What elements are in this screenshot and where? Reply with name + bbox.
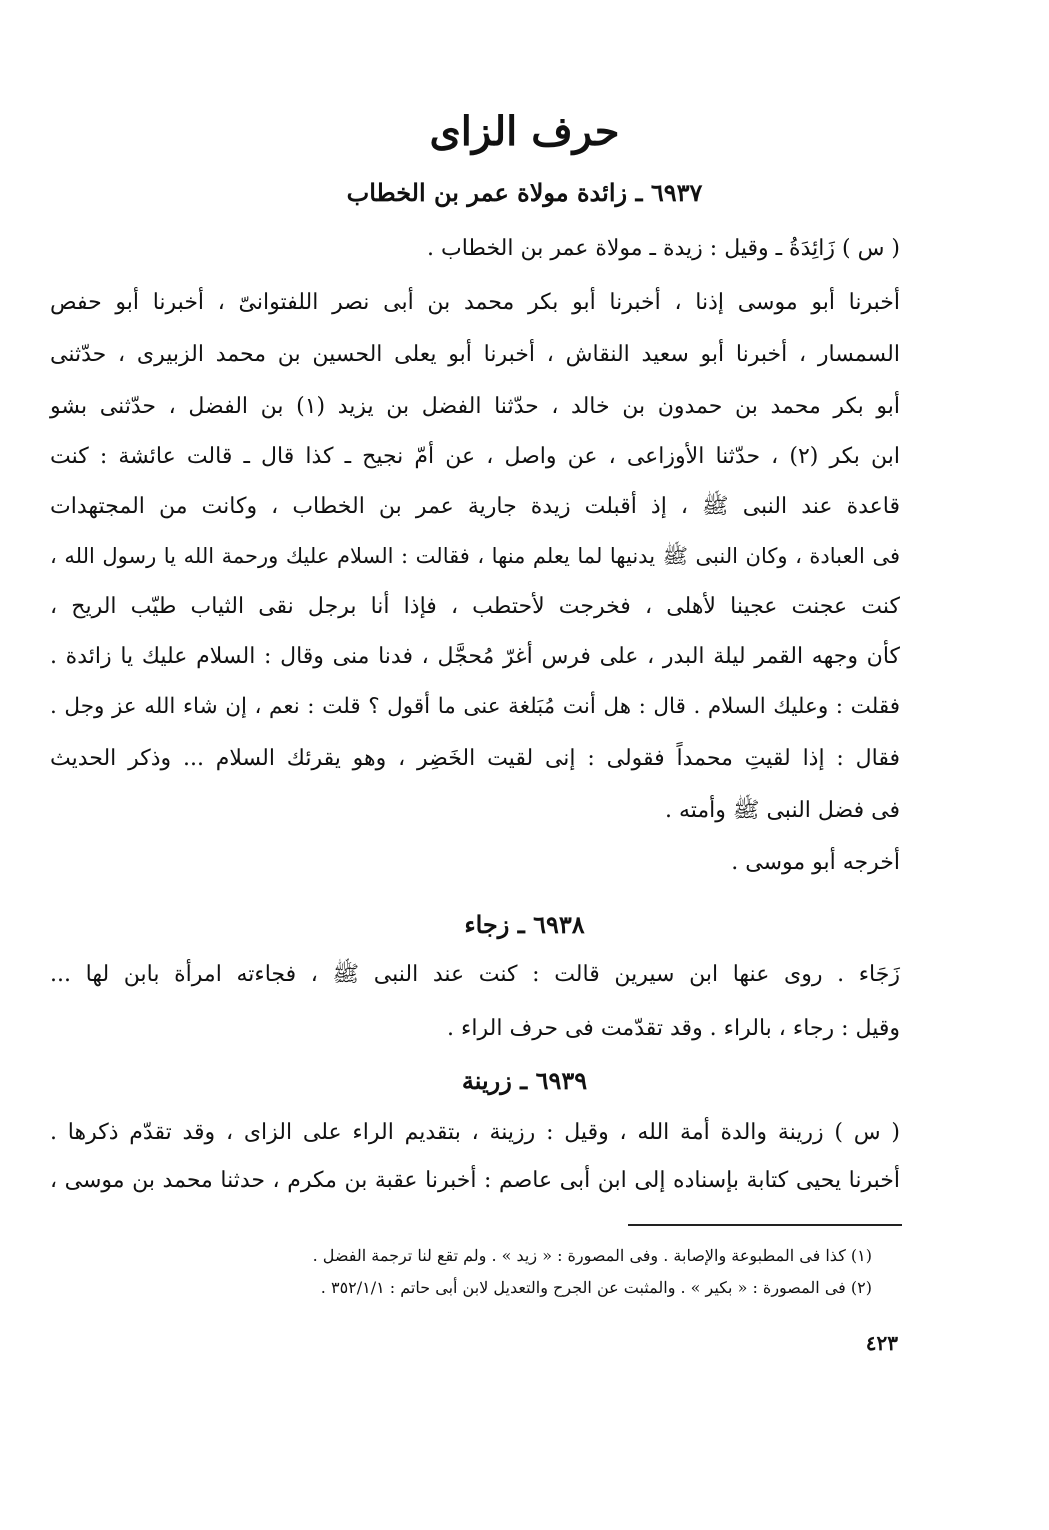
chapter-title: حرف الزاى — [429, 108, 620, 155]
footnote-separator — [628, 1224, 902, 1226]
entry-6939-line-1: ( س ) زرينة والدة أمة الله ، وقيل : رزينة ، بتقديم الراء على الزاى ، وقد تقدّم ذكرها . — [50, 1120, 900, 1145]
entry-6937-line-1: ( س ) زَائِدَةُ ـ وقيل : زيدة ـ مولاة عمر بن الخطاب . — [427, 236, 900, 261]
footnote-1: (١) كذا فى المطبوعة والإصابة . وفى المصورة : « زيد » . ولم تقع لنا ترجمة الفضل . — [312, 1246, 872, 1265]
entry-6937-line-11: فقال : إذا لقيتِ محمداً فقولى : إنى لقيت الخَضِر ، وهو يقرئك السلام ... وذكر الحديث — [50, 746, 900, 771]
footnote-2: (٢) فى المصورة : « بكير » . والمثبت عن الجرح والتعديل لابن أبى حاتم : ٣٥٢/١/١ . — [320, 1278, 872, 1297]
entry-6937-line-9: كأن وجهه القمر ليلة البدر ، على فرس أغرّ مُحجَّل ، فدنا منى وقال : السلام عليك يا زائدة . — [50, 644, 900, 669]
entry-heading-6938: ٦٩٣٨ ـ زجاء — [464, 910, 585, 939]
entry-6937-line-2: أخبرنا أبو موسى إذنا ، أخبرنا أبو بكر محمد بن أبى نصر اللفتوانىّ ، أخبرنا أبو حفص — [50, 290, 900, 315]
entry-heading-6937: ٦٩٣٧ ـ زائدة مولاة عمر بن الخطاب — [346, 178, 703, 207]
entry-6938-line-2: وقيل : رجاء ، بالراء . وقد تقدّمت فى حرف الراء . — [447, 1016, 900, 1041]
entry-heading-6939: ٦٩٣٩ ـ زرينة — [461, 1066, 588, 1095]
entry-6937-line-6: قاعدة عند النبى ﷺ ، إذ أقبلت زيدة جارية عمر بن الخطاب ، وكانت من المجتهدات — [50, 494, 900, 519]
entry-6937-line-13: أخرجه أبو موسى . — [731, 850, 900, 875]
entry-6937-line-10: فقلت : وعليك السلام . قال : هل أنت مُبَلغة عنى ما أقول ؟ قلت : نعم ، إن شاء الله عز وجل . — [50, 694, 900, 719]
entry-6937-line-5: ابن بكر (٢) ، حدّثنا الأوزاعى ، عن واصل ، عن أمّ نجيح ـ كذا قال ـ قالت عائشة : كنت — [50, 444, 900, 469]
entry-6937-line-12: فى فضل النبى ﷺ وأمته . — [664, 798, 900, 823]
entry-6939-line-2: أخبرنا يحيى كتابة بإسناده إلى ابن أبى عاصم : أخبرنا عقبة بن مكرم ، حدثنا محمد بن موسى ، — [50, 1168, 900, 1193]
entry-6937-line-3: السمسار ، أخبرنا أبو سعيد النقاش ، أخبرنا أبو يعلى الحسين بن محمد الزبيرى ، حدّثنى — [50, 342, 900, 367]
entry-6937-line-8: كنت عجنت عجينا لأهلى ، فخرجت لأحتطب ، فإذا أنا برجل نقى الثياب طيّب الريح ، — [50, 594, 900, 619]
entry-6937-line-7: فى العبادة ، وكان النبى ﷺ يدنيها لما يعلم منها ، فقالت : السلام عليك ورحمة الله يا رسول الله ، — [50, 544, 900, 568]
entry-6938-line-1: زَجَاء . روى عنها ابن سيرين قالت : كنت عند النبى ﷺ ، فجاءته امرأة بابن لها ... — [50, 962, 900, 987]
page-number: ٤٢٣ — [865, 1331, 898, 1355]
entry-6937-line-4: أبو بكر محمد بن حمدون بن خالد ، حدّثنا الفضل بن يزيد (١) بن الفضل ، حدّثنى بشو — [50, 394, 900, 419]
